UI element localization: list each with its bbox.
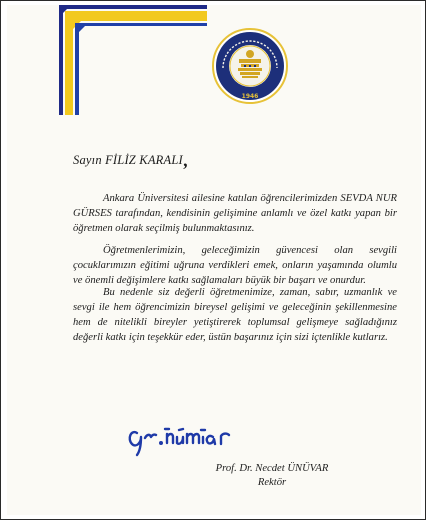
salutation-comma: , bbox=[183, 150, 189, 170]
signer-name: Prof. Dr. Necdet ÜNÜVAR bbox=[215, 463, 329, 474]
seal-year: 1946 bbox=[241, 93, 259, 100]
ankara-university-seal bbox=[211, 27, 289, 105]
salutation bbox=[73, 148, 189, 169]
paragraph-thanks: Bu nedenle siz değerli öğretmenimize, zaman, sabır, uzmanlık ve sevgi ile hem öğrencimizin bireysel gelişimi ve geleceğinin şekillenmesine hem de nitelikli bireyler yetiştirerek toplumsal gelişmeye sağladığınız değerli katkı için teşekkür eder, üstün başarınız için sizi içtenlikle kutlarız. bbox=[73, 287, 397, 343]
paragraph-selection: Ankara Üniversitesi ailesine katılan öğrencilerimizden SEVDA NUR GÜRSES tarafından, kendisinin gelişimine anlamlı ve özel katkı yapan bir öğretmen olarak seçilmiş bulunmaktasınız. bbox=[73, 193, 397, 234]
paragraph-teachers: Öğretmenlerimizin, geleceğimizin güvencesi olan sevgili çocuklarımızın eğitimi uğruna verdikleri emek, onların yaşamında olumlu ve önemli değişimlere katkı sağlamaları büyük bir başarı ve onurdur. bbox=[73, 245, 397, 286]
salutation-text: Sayın FİLİZ KARALI bbox=[73, 153, 183, 167]
handwritten-signature bbox=[125, 417, 275, 457]
letter-paper bbox=[7, 5, 421, 515]
letterhead-corner-stripes bbox=[7, 5, 207, 115]
signer-title: Rektör bbox=[257, 477, 287, 488]
